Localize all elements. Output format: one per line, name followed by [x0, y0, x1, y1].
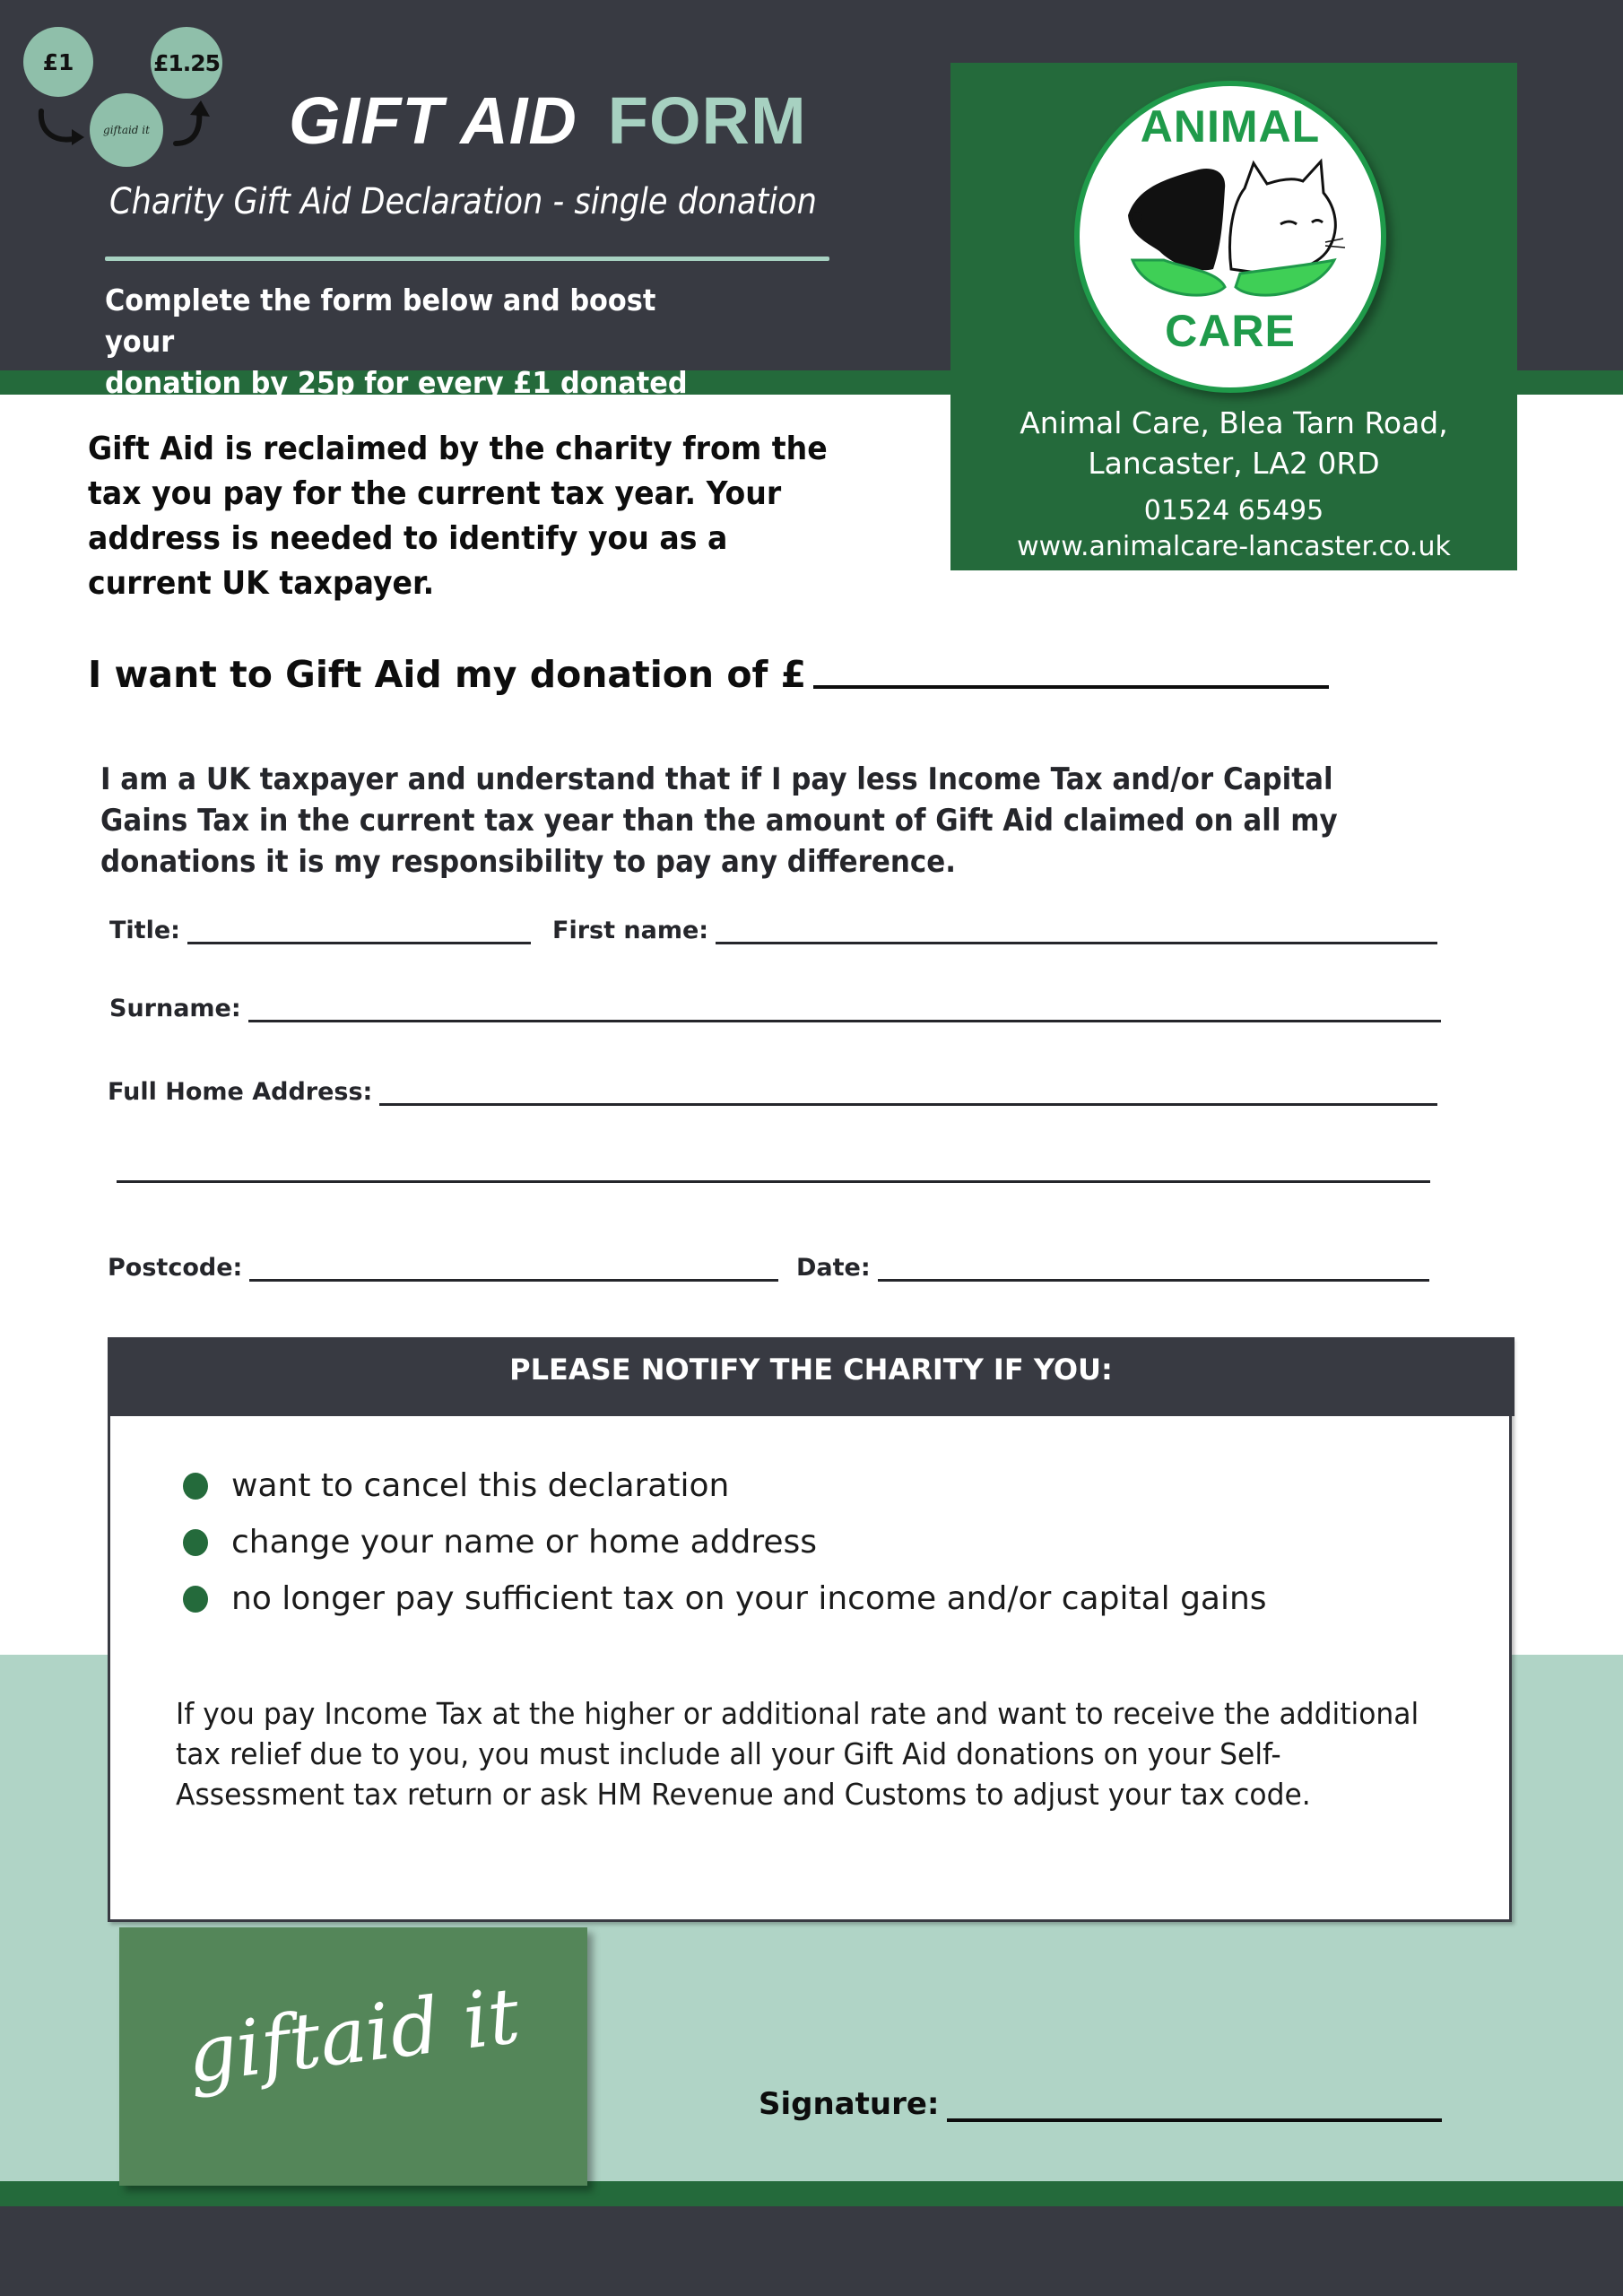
title-row	[109, 917, 531, 944]
bullet-icon	[183, 1529, 208, 1556]
page-title	[289, 83, 807, 158]
postcode-row	[108, 1254, 778, 1282]
postcode-field[interactable]	[249, 1259, 778, 1282]
title-label: Title:	[109, 917, 180, 944]
charity-website: www.animalcare-lancaster.co.uk	[1017, 531, 1451, 562]
surname-field[interactable]	[248, 1000, 1441, 1022]
address-row	[108, 1078, 1437, 1106]
bullet-icon	[183, 1473, 208, 1500]
footer-band	[0, 2206, 1623, 2296]
charity-address-line2: Lancaster, LA2 0RD	[1088, 446, 1380, 481]
charity-address-line1: Animal Care, Blea Tarn Road,	[1020, 405, 1448, 440]
notice-item	[183, 1524, 817, 1561]
signature-field[interactable]	[947, 2093, 1442, 2122]
title-divider	[105, 257, 829, 261]
coin-one-twentyfive: £1.25	[151, 27, 222, 99]
coin-one-pound: £1	[23, 27, 93, 97]
surname-label: Surname:	[109, 995, 241, 1022]
title-form: FORM	[607, 83, 807, 158]
notice-item-text: change your name or home address	[231, 1524, 818, 1561]
first-name-field[interactable]	[716, 922, 1437, 944]
dog-and-cat-icon	[1110, 152, 1352, 305]
taxpayer-declaration: I am a UK taxpayer and understand that if I pay less Income Tax and/or Capital Gains Tax in the current tax year than the amount of Gift Aid claimed on all my donations it is my responsibility to pay any difference.	[100, 761, 1338, 880]
notice-heading: PLEASE NOTIFY THE CHARITY IF YOU:	[509, 1352, 1113, 1387]
logo-word-care: CARE	[1165, 306, 1296, 356]
curved-arrow-icon	[36, 108, 90, 148]
date-label: Date:	[796, 1254, 871, 1282]
title-gift-aid: GIFT AID	[289, 83, 577, 158]
signature-label: Signature:	[759, 2086, 940, 2122]
first-name-label: First name:	[552, 917, 709, 944]
signature-row	[759, 2086, 1442, 2122]
donation-amount-row	[88, 653, 1329, 696]
intro-line: donation by 25p for every £1 donated	[105, 365, 688, 400]
notice-item-text: want to cancel this declaration	[231, 1467, 730, 1504]
donation-amount-field[interactable]	[813, 685, 1329, 689]
charity-phone: 01524 65495	[1143, 495, 1324, 526]
notice-item	[183, 1580, 1267, 1617]
address-label: Full Home Address:	[108, 1078, 373, 1106]
higher-rate-note: If you pay Income Tax at the higher or additional rate and want to receive the additional tax relief due to you, you must include all your Gift Aid donations on your Self-Assessment tax return or ask HM Revenue and Customs to adjust your tax code.	[176, 1696, 1419, 1812]
page-subtitle: Charity Gift Aid Declaration - single donation	[109, 181, 817, 222]
first-name-row	[552, 917, 1437, 944]
giftaid-logo-text: giftaid it	[182, 1970, 525, 2101]
postcode-label: Postcode:	[108, 1254, 243, 1282]
address-field-line2[interactable]	[117, 1180, 1430, 1183]
notice-item-text: no longer pay sufficient tax on your income and/or capital gains	[231, 1580, 1267, 1617]
gift-aid-explanation: Gift Aid is reclaimed by the charity from the tax you pay for the current tax year. Your address is needed to identify you as a current UK taxpayer.	[88, 430, 828, 602]
logo-word-animal: ANIMAL	[1140, 101, 1321, 152]
date-field[interactable]	[878, 1259, 1429, 1282]
curved-arrow-icon	[170, 99, 215, 148]
address-field[interactable]	[379, 1083, 1437, 1106]
bullet-icon	[183, 1586, 208, 1613]
notice-box	[108, 1337, 1512, 1922]
intro-line: Complete the form below and boost your	[105, 283, 656, 359]
donation-amount-label: I want to Gift Aid my donation of £	[88, 653, 807, 696]
coin-giftaid-logo: giftaid it	[90, 93, 163, 167]
title-field[interactable]	[187, 922, 531, 944]
date-row	[796, 1254, 1429, 1282]
intro-text	[105, 280, 732, 404]
surname-row	[109, 995, 1441, 1022]
notice-item	[183, 1467, 729, 1504]
